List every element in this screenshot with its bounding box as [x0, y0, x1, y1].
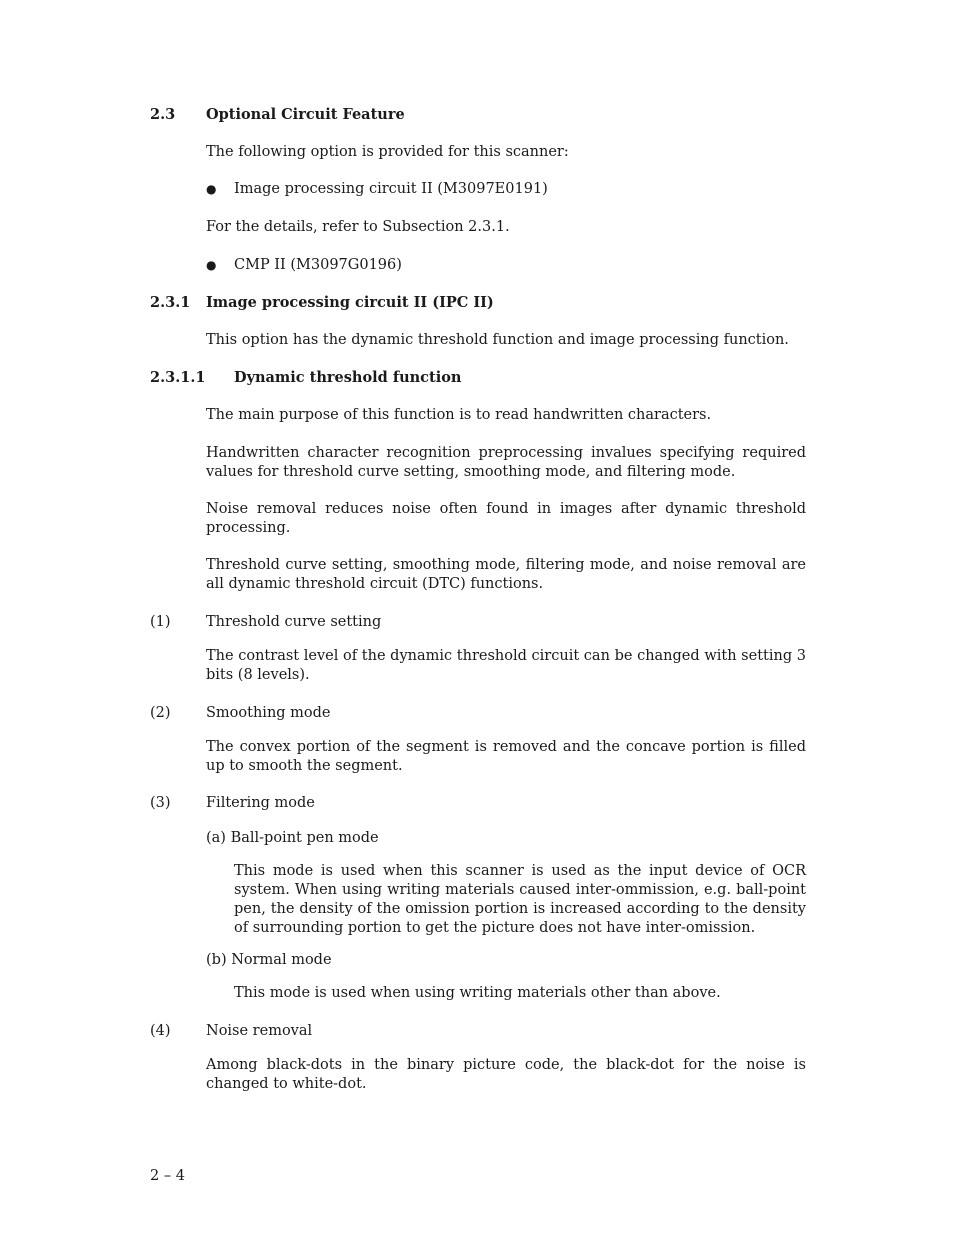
item-title: Filtering mode [206, 795, 315, 811]
item-body: The contrast level of the dynamic threshold circuit can be changed with setting 3 bits (8 levels). [206, 648, 806, 683]
bullet-icon: ● [206, 182, 217, 196]
subsubsection-title: Dynamic threshold function [234, 369, 462, 386]
subsection-number: 2.3.1 [150, 294, 191, 311]
subitem-label: (b) Normal mode [206, 952, 332, 968]
details-note: For the details, refer to Subsection 2.3.1. [206, 219, 510, 235]
subsection-body: This option has the dynamic threshold function and image processing function. [206, 332, 789, 348]
bullet-item: CMP II (M3097G0196) [234, 257, 402, 273]
section-title: Optional Circuit Feature [206, 106, 405, 123]
item-number: (4) [150, 1023, 171, 1039]
bullet-item: Image processing circuit II (M3097E0191) [234, 181, 548, 197]
item-title: Smoothing mode [206, 705, 331, 721]
paragraph: Threshold curve setting, smoothing mode, filtering mode, and noise removal are all dynamic threshold circuit (DTC) functions. [206, 557, 806, 592]
paragraph: Noise removal reduces noise often found in images after dynamic threshold processing. [206, 501, 806, 536]
item-number: (2) [150, 705, 171, 721]
subitem-body: This mode is used when this scanner is used as the input device of OCR system. When using writing materials caused inter-ommission, e.g. ball-point pen, the density of the omission portion is increased according to the density of surrounding portion to get the picture does not have inter-omission. [234, 863, 806, 936]
paragraph: The main purpose of this function is to read handwritten characters. [206, 407, 712, 423]
item-number: (3) [150, 795, 171, 811]
page-number: 2 – 4 [150, 1168, 185, 1184]
subsubsection-number: 2.3.1.1 [150, 369, 206, 386]
item-body: Among black-dots in the binary picture code, the black-dot for the noise is changed to white-dot. [206, 1057, 806, 1092]
item-number: (1) [150, 614, 171, 630]
section-intro: The following option is provided for this scanner: [206, 144, 569, 160]
item-title: Threshold curve setting [206, 614, 382, 630]
paragraph: Handwritten character recognition preprocessing invalues specifying required values for threshold curve setting, smoothing mode, and filtering mode. [206, 445, 806, 480]
item-body: The convex portion of the segment is removed and the concave portion is filled up to smooth the segment. [206, 739, 806, 774]
subitem-body: This mode is used when using writing materials other than above. [234, 985, 721, 1001]
subsection-title: Image processing circuit II (IPC II) [206, 294, 494, 311]
section-number: 2.3 [150, 106, 176, 123]
item-title: Noise removal [206, 1023, 313, 1039]
subitem-label: (a) Ball-point pen mode [206, 830, 379, 846]
bullet-icon: ● [206, 258, 217, 272]
